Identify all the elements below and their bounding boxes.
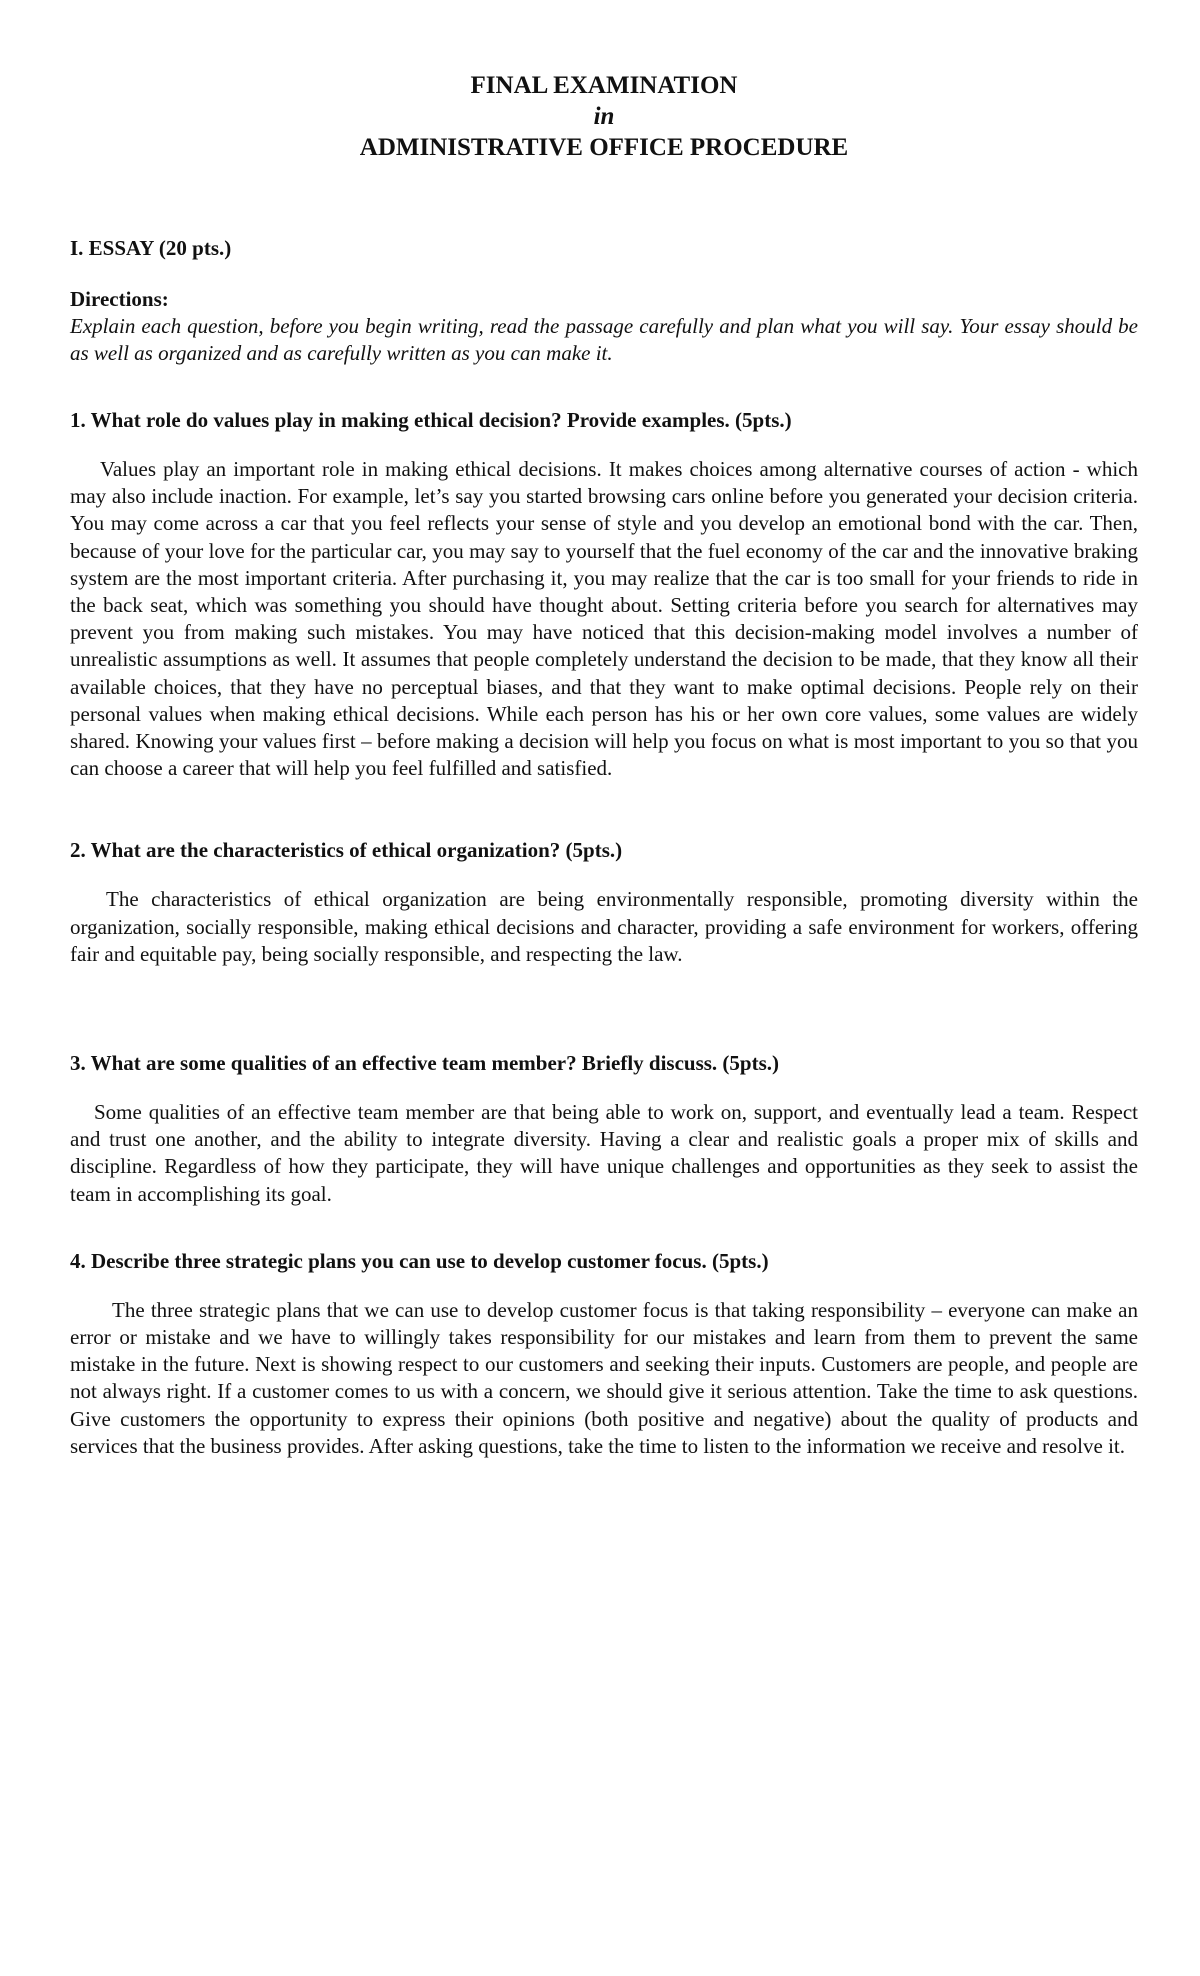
- question-2: 2. What are the characteristics of ethical organization? (5pts.): [70, 838, 623, 863]
- question-1: 1. What role do values play in making ethical decision? Provide examples. (5pts.): [70, 408, 792, 432]
- question-3: 3. What are some qualities of an effective team member? Briefly discuss. (5pts.): [70, 1051, 780, 1076]
- directions-label: Directions:: [70, 287, 169, 311]
- answer-4: The three strategic plans that we can use to develop customer focus is that taking responsibility – everyone can make an error or mistake and we have to willingly takes responsibility for our mistakes and learn from them to prevent the same mistake in the future. Next is showing respect to our customers and seeking their inputs. Customers are people, and people are not always right. If a customer comes to us with a concern, we should give it serious attention. Take the time to ask questions. Give customers the opportunity to express their opinions (both positive and negative) about the quality of products and services that the business provides. After asking questions, take the time to listen to the information we receive and resolve it.: [70, 1297, 1138, 1458]
- directions-text: Explain each question, before you begin writing, read the passage carefully and plan what you will say. Your essay should be as well as organized and as carefully written as you can make it.: [70, 314, 1138, 365]
- question-4: 4. Describe three strategic plans you can use to develop customer focus. (5pts.): [70, 1248, 769, 1273]
- section-heading: I. ESSAY (20 pts.): [70, 236, 232, 260]
- answer-1: Values play an important role in making ethical decisions. It makes choices among alternative courses of action - which may also include inaction. For example, let’s say you started browsing cars online before you generated your decision criteria. You may come across a car that you feel reflects your sense of style and you develop an emotional bond with the car. Then, because of your love for the particular car, you may say to yourself that the fuel economy of the car and the innovative braking system are the most important criteria. After purchasing it, you may realize that the car is too small for your friends to ride in the back seat, which was something you should have thought about. Setting criteria before you search for alternatives may prevent you from making such mistakes. You may have noticed that this decision-making model involves a number of unrealistic assumptions as well. It assumes that people completely understand the decision to be made, that they know all their available choices, that they have no perceptual biases, and that they want to make optimal decisions. People rely on their personal values when making ethical decisions. While each person has his or her own core values, some values are widely shared. Knowing your values first – before making a decision will help you focus on what is most important to you so that you can choose a career that will help you feel fulfilled and satisfied.: [70, 457, 1138, 781]
- answer-2: The characteristics of ethical organization are being environmentally responsible, promoting diversity within the organization, socially responsible, making ethical decisions and character, providing a safe environment for workers, offering fair and equitable pay, being socially responsible, and respecting the law.: [70, 887, 1138, 966]
- document-title: [70, 70, 1138, 163]
- title-line-1: FINAL EXAMINATION: [470, 72, 738, 99]
- answer-3: Some qualities of an effective team member are that being able to work on, support, and eventually lead a team. Respect and trust one another, and the ability to integrate diversity. Having a clear and realistic goals a proper mix of skills and discipline. Regardless of how they participate, they will have unique challenges and opportunities as they seek to assist the team in accomplishing its goal.: [70, 1100, 1138, 1206]
- document-page: [70, 70, 1138, 1460]
- title-line-2: in: [593, 103, 615, 130]
- title-line-3: ADMINISTRATIVE OFFICE PROCEDURE: [359, 134, 849, 161]
